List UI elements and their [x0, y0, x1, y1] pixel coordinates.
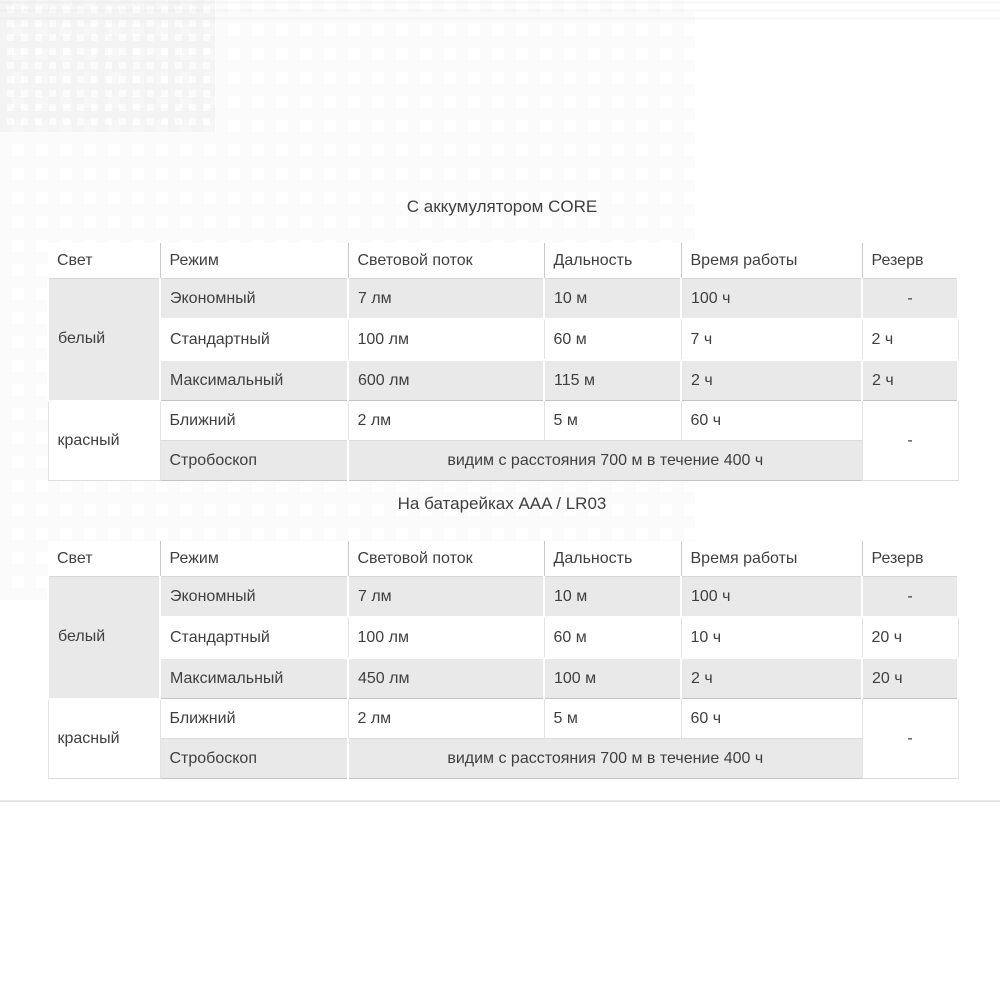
light-group-cell: красный	[48, 401, 160, 481]
light-group-cell: белый	[48, 279, 160, 401]
mode-cell: Стробоскоп	[160, 441, 348, 481]
runtime-cell: 7 ч	[681, 319, 862, 360]
flux-cell: 2 лм	[348, 699, 544, 739]
col-header-runtime: Время работы	[681, 243, 862, 279]
table-row	[48, 441, 958, 481]
reserve-cell: 20 ч	[862, 658, 958, 699]
mode-cell: Ближний	[160, 401, 348, 441]
reserve-merged-cell: -	[862, 401, 958, 481]
runtime-cell: 60 ч	[681, 401, 862, 441]
strobe-value-cell: видим с расстояния 700 м в течение 400 ч	[348, 739, 862, 779]
col-header-light: Свет	[48, 243, 160, 279]
light-group-cell: белый	[48, 577, 160, 699]
distance-cell: 10 м	[544, 577, 681, 618]
flux-cell: 100 лм	[348, 617, 544, 658]
mode-cell: Ближний	[160, 699, 348, 739]
header-row	[48, 541, 958, 577]
distance-cell: 100 м	[544, 658, 681, 699]
flux-cell: 600 лм	[348, 360, 544, 401]
table-row	[48, 617, 958, 658]
table-title-core: С аккумулятором CORE	[406, 197, 598, 216]
mode-cell: Максимальный	[160, 360, 348, 401]
runtime-cell: 10 ч	[681, 617, 862, 658]
distance-cell: 5 м	[544, 401, 681, 441]
reserve-cell: 20 ч	[862, 617, 958, 658]
col-header-light: Свет	[48, 541, 160, 577]
flux-cell: 450 лм	[348, 658, 544, 699]
compression-artifact	[0, 0, 215, 132]
flux-cell: 7 лм	[348, 279, 544, 320]
mode-cell: Экономный	[160, 279, 348, 320]
flux-cell: 7 лм	[348, 577, 544, 618]
header-row	[48, 243, 958, 279]
mode-cell: Экономный	[160, 577, 348, 618]
distance-cell: 5 м	[544, 699, 681, 739]
table-row	[48, 279, 958, 320]
reserve-cell: -	[862, 577, 958, 618]
distance-cell: 115 м	[544, 360, 681, 401]
table-row	[48, 739, 958, 779]
reserve-cell: 2 ч	[862, 360, 958, 401]
runtime-cell: 2 ч	[681, 360, 862, 401]
flux-cell: 100 лм	[348, 319, 544, 360]
spec-table-core	[47, 243, 959, 481]
table-title-aaa: На батарейках AAA / LR03	[397, 494, 607, 513]
table-row	[48, 658, 958, 699]
mode-cell: Стандартный	[160, 617, 348, 658]
reserve-cell: 2 ч	[862, 319, 958, 360]
compression-artifact	[0, 0, 1000, 20]
strobe-value-cell: видим с расстояния 700 м в течение 400 ч	[348, 441, 862, 481]
distance-cell: 60 м	[544, 319, 681, 360]
col-header-mode: Режим	[160, 541, 348, 577]
spec-table-aaa	[47, 541, 959, 779]
col-header-flux: Световой поток	[348, 243, 544, 279]
table-row	[48, 699, 958, 739]
flux-cell: 2 лм	[348, 401, 544, 441]
col-header-reserve: Резерв	[862, 243, 958, 279]
runtime-cell: 60 ч	[681, 699, 862, 739]
table-row	[48, 360, 958, 401]
runtime-cell: 100 ч	[681, 577, 862, 618]
col-header-runtime: Время работы	[681, 541, 862, 577]
col-header-flux: Световой поток	[348, 541, 544, 577]
mode-cell: Максимальный	[160, 658, 348, 699]
col-header-distance: Дальность	[544, 541, 681, 577]
reserve-merged-cell: -	[862, 699, 958, 779]
distance-cell: 10 м	[544, 279, 681, 320]
reserve-cell: -	[862, 279, 958, 320]
col-header-reserve: Резерв	[862, 541, 958, 577]
light-group-cell: красный	[48, 699, 160, 779]
table-row	[48, 577, 958, 618]
runtime-cell: 2 ч	[681, 658, 862, 699]
mode-cell: Стробоскоп	[160, 739, 348, 779]
table-row	[48, 319, 958, 360]
col-header-distance: Дальность	[544, 243, 681, 279]
runtime-cell: 100 ч	[681, 279, 862, 320]
distance-cell: 60 м	[544, 617, 681, 658]
table-row	[48, 401, 958, 441]
col-header-mode: Режим	[160, 243, 348, 279]
horizontal-divider	[0, 800, 1000, 802]
mode-cell: Стандартный	[160, 319, 348, 360]
